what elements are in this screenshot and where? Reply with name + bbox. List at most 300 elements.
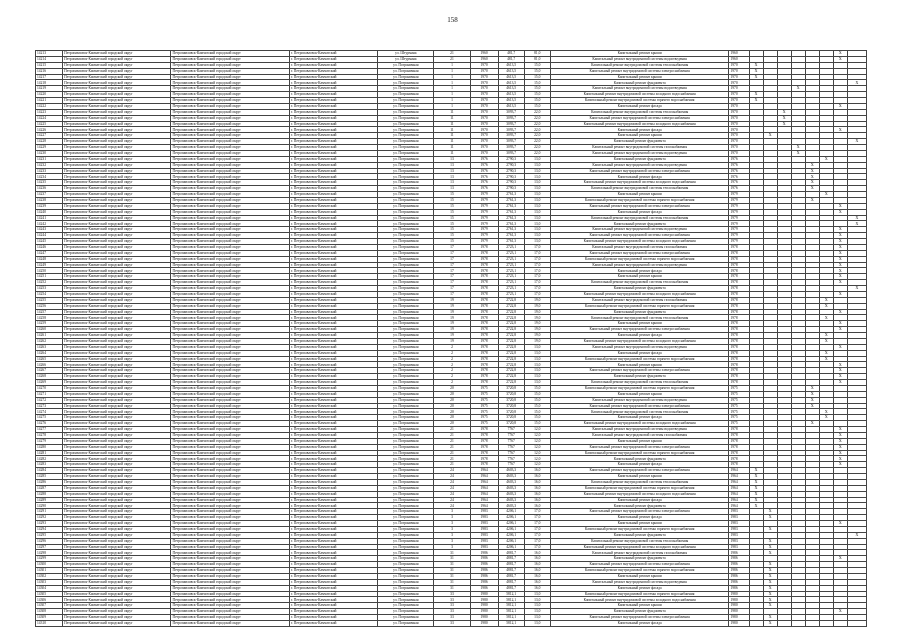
cell-row-number: 14274 bbox=[36, 409, 63, 415]
cell-locality: г. Петропавловск-Камчатский bbox=[289, 385, 377, 391]
cell-mark: X bbox=[833, 227, 847, 233]
cell-house-number: 15 bbox=[434, 221, 470, 227]
cell-locality: г. Петропавловск-Камчатский bbox=[289, 174, 377, 180]
cell-street: ул. Пограничная bbox=[378, 115, 434, 121]
cell-street: ул. Пограничная bbox=[378, 368, 434, 374]
cell-work-type: Капитальный ремонт внутридомовой системы электроснабжения bbox=[550, 233, 729, 239]
cell-settlement: Петропавловск-Камчатский городской округ bbox=[171, 456, 289, 462]
cell-street: ул. Пограничная bbox=[378, 121, 434, 127]
cell-settlement: Петропавловск-Камчатский городской округ bbox=[171, 468, 289, 474]
cell-work-type: Капитальный ремонт внутридомовой системы газоснабжения bbox=[550, 432, 729, 438]
cell-house-number: 15 bbox=[434, 209, 470, 215]
cell-house-number: 19 bbox=[434, 309, 470, 315]
cell-share: 17,0 bbox=[524, 244, 550, 250]
cell-period: 1975 bbox=[729, 415, 749, 421]
cell-period: 1978 bbox=[729, 350, 749, 356]
cell-work-type: Капитальный ремонт внутридомовой системы теплоснабжения bbox=[550, 62, 729, 68]
cell-row-number: 14256 bbox=[36, 303, 63, 309]
cell-street: ул. Пограничная bbox=[378, 573, 434, 579]
cell-settlement: Петропавловск-Камчатский городской округ bbox=[171, 203, 289, 209]
cell-period: 1979 bbox=[729, 233, 749, 239]
cell-municipality: Петропавловск-Камчатский городской округ bbox=[63, 203, 171, 209]
cell-year-built: 1983 bbox=[470, 515, 498, 521]
cell-street: ул. Пограничная bbox=[378, 585, 434, 591]
cell-share: 13,0 bbox=[524, 368, 550, 374]
cell-period: 1970 bbox=[729, 62, 749, 68]
cell-share: 15,0 bbox=[524, 98, 550, 104]
cell-period: 1960 bbox=[729, 51, 749, 57]
cell-locality: г. Петропавловск-Камчатский bbox=[289, 438, 377, 444]
cell-work-type: Капитальный ремонт фасада bbox=[550, 515, 729, 521]
cell-year-built: 1970 bbox=[470, 68, 498, 74]
cell-area: 2722,8 bbox=[498, 333, 524, 339]
cell-settlement: Петропавловск-Камчатский городской округ bbox=[171, 256, 289, 262]
cell-locality: г. Петропавловск-Камчатский bbox=[289, 62, 377, 68]
cell-period: 1970 bbox=[729, 121, 749, 127]
cell-year-built: 1980 bbox=[470, 597, 498, 603]
cell-year-built: 1976 bbox=[470, 156, 498, 162]
cell-share: 19,0 bbox=[524, 321, 550, 327]
cell-period: 1978 bbox=[729, 327, 749, 333]
cell-municipality: Петропавловск-Камчатский городской округ bbox=[63, 368, 171, 374]
cell-settlement: Петропавловск-Камчатский городской округ bbox=[171, 133, 289, 139]
cell-year-built: 1975 bbox=[470, 409, 498, 415]
cell-work-type: Капитальный ремонт внутридомовой системы электроснабжения bbox=[550, 250, 729, 256]
cell-area: 2790,3 bbox=[498, 180, 524, 186]
cell-settlement: Петропавловск-Камчатский городской округ bbox=[171, 427, 289, 433]
cell-municipality: Петропавловск-Камчатский городской округ bbox=[63, 256, 171, 262]
cell-year-built: 1978 bbox=[470, 297, 498, 303]
cell-work-type: Капитальный ремонт фасада bbox=[550, 268, 729, 274]
cell-work-type: Капитальный ремонт внутридомовой системы холодного водоснабжения bbox=[550, 421, 729, 427]
cell-locality: г. Петропавловск-Камчатский bbox=[289, 297, 377, 303]
cell-settlement: Петропавловск-Камчатский городской округ bbox=[171, 597, 289, 603]
cell-area: 3093,7 bbox=[498, 150, 524, 156]
cell-row-number: 14282 bbox=[36, 456, 63, 462]
cell-mark: X bbox=[833, 268, 847, 274]
cell-municipality: Петропавловск-Камчатский городской округ bbox=[63, 186, 171, 192]
cell-house-number: 15 bbox=[434, 215, 470, 221]
cell-settlement: Петропавловск-Камчатский городской округ bbox=[171, 139, 289, 145]
cell-mark: X bbox=[847, 139, 866, 145]
cell-mark: X bbox=[749, 62, 763, 68]
cell-share: 12,0 bbox=[524, 427, 550, 433]
cell-year-built: 1975 bbox=[470, 397, 498, 403]
cell-work-type: Капитальный ремонт внутридомовой системы холодного водоснабжения bbox=[550, 544, 729, 550]
cell-mark: X bbox=[763, 526, 777, 532]
cell-work-type: Капитальный ремонт внутридомовой системы холодного водоснабжения bbox=[550, 92, 729, 98]
cell-year-built: 1975 bbox=[470, 421, 498, 427]
cell-year-built: 1978 bbox=[470, 374, 498, 380]
cell-municipality: Петропавловск-Камчатский городской округ bbox=[63, 227, 171, 233]
cell-area: 2723,1 bbox=[498, 268, 524, 274]
cell-municipality: Петропавловск-Камчатский городской округ bbox=[63, 421, 171, 427]
cell-area: 4206,1 bbox=[498, 509, 524, 515]
cell-settlement: Петропавловск-Камчатский городской округ bbox=[171, 368, 289, 374]
cell-row-number: 14293 bbox=[36, 521, 63, 527]
cell-house-number: 15 bbox=[434, 203, 470, 209]
cell-row-number: 14217 bbox=[36, 74, 63, 80]
cell-mark: X bbox=[833, 203, 847, 209]
cell-mark: X bbox=[833, 444, 847, 450]
cell-mark: X bbox=[805, 403, 819, 409]
cell-share: 15,0 bbox=[524, 74, 550, 80]
cell-year-built: 1978 bbox=[470, 250, 498, 256]
cell-area: 2790,3 bbox=[498, 162, 524, 168]
cell-period: 1978 bbox=[729, 333, 749, 339]
cell-share: 13,0 bbox=[524, 239, 550, 245]
cell-mark: X bbox=[819, 415, 833, 421]
cell-locality: г. Петропавловск-Камчатский bbox=[289, 268, 377, 274]
cell-share: 13,0 bbox=[524, 362, 550, 368]
cell-period: 1979 bbox=[729, 215, 749, 221]
cell-period: 1986 bbox=[729, 568, 749, 574]
cell-row-number: 14260 bbox=[36, 327, 63, 333]
cell-locality: г. Петропавловск-Камчатский bbox=[289, 344, 377, 350]
cell-period: 1976 bbox=[729, 168, 749, 174]
cell-row-number: 14290 bbox=[36, 503, 63, 509]
cell-mark: X bbox=[833, 556, 847, 562]
cell-year-built: 1964 bbox=[470, 491, 498, 497]
cell-year-built: 1978 bbox=[470, 344, 498, 350]
cell-settlement: Петропавловск-Камчатский городской округ bbox=[171, 321, 289, 327]
cell-mark: X bbox=[805, 385, 819, 391]
cell-work-type: Капитальный ремонт фасада bbox=[550, 497, 729, 503]
cell-year-built: 1970 bbox=[470, 139, 498, 145]
cell-share: 16,0 bbox=[524, 503, 550, 509]
cell-house-number: 17 bbox=[434, 256, 470, 262]
cell-work-type: Капитальный ремонт фундамента bbox=[550, 156, 729, 162]
cell-row-number: 14273 bbox=[36, 403, 63, 409]
cell-year-built: 1970 bbox=[470, 127, 498, 133]
cell-mark: X bbox=[805, 174, 819, 180]
cell-work-type: Капитальный ремонт внутридомовой системы водоотведения bbox=[550, 150, 729, 156]
cell-period: 1976 bbox=[729, 180, 749, 186]
cell-municipality: Петропавловск-Камчатский городской округ bbox=[63, 233, 171, 239]
cell-period: 1978 bbox=[729, 291, 749, 297]
cell-area: 2722,8 bbox=[498, 303, 524, 309]
cell-street: ул. Пограничная bbox=[378, 315, 434, 321]
cell-street: ул. Пограничная bbox=[378, 80, 434, 86]
cell-settlement: Петропавловск-Камчатский городской округ bbox=[171, 568, 289, 574]
cell-row-number: 14284 bbox=[36, 468, 63, 474]
cell-street: ул. Пограничная bbox=[378, 145, 434, 151]
cell-year-built: 1979 bbox=[470, 203, 498, 209]
cell-year-built: 1986 bbox=[470, 562, 498, 568]
cell-share: 13,0 bbox=[524, 186, 550, 192]
cell-year-built: 1978 bbox=[470, 450, 498, 456]
cell-row-number: 14228 bbox=[36, 139, 63, 145]
cell-row-number: 14236 bbox=[36, 186, 63, 192]
cell-period: 1978 bbox=[729, 256, 749, 262]
cell-work-type: Капитальный ремонт фундамента bbox=[550, 80, 729, 86]
cell-settlement: Петропавловск-Камчатский городской округ bbox=[171, 121, 289, 127]
cell-share: 15,0 bbox=[524, 391, 550, 397]
cell-street: ул. Пограничная bbox=[378, 291, 434, 297]
cell-row-number: 14259 bbox=[36, 321, 63, 327]
cell-period: 1983 bbox=[729, 532, 749, 538]
cell-mark: X bbox=[777, 115, 791, 121]
repair-schedule-table bbox=[35, 50, 867, 627]
cell-row-number: 14298 bbox=[36, 550, 63, 556]
cell-year-built: 1975 bbox=[470, 403, 498, 409]
cell-period: 1979 bbox=[729, 239, 749, 245]
cell-house-number: 1 bbox=[434, 103, 470, 109]
cell-municipality: Петропавловск-Камчатский городской округ bbox=[63, 286, 171, 292]
cell-mark: X bbox=[819, 338, 833, 344]
cell-year-built: 1978 bbox=[470, 438, 498, 444]
cell-house-number: 3 bbox=[434, 509, 470, 515]
cell-share: 16,0 bbox=[524, 585, 550, 591]
cell-locality: г. Петропавловск-Камчатский bbox=[289, 509, 377, 515]
cell-period: 1980 bbox=[729, 591, 749, 597]
cell-mark: X bbox=[847, 286, 866, 292]
cell-period: 1975 bbox=[729, 421, 749, 427]
cell-settlement: Петропавловск-Камчатский городской округ bbox=[171, 56, 289, 62]
cell-street: ул. Пограничная bbox=[378, 262, 434, 268]
cell-share: 19,0 bbox=[524, 309, 550, 315]
cell-work-type: Капитальный ремонт внутридомовой системы водоотведения bbox=[550, 86, 729, 92]
cell-locality: г. Петропавловск-Камчатский bbox=[289, 515, 377, 521]
cell-share: 81,0 bbox=[524, 56, 550, 62]
cell-year-built: 1986 bbox=[470, 585, 498, 591]
cell-mark: X bbox=[763, 620, 777, 626]
table-body bbox=[36, 51, 867, 627]
cell-year-built: 1978 bbox=[470, 333, 498, 339]
cell-house-number: 17 bbox=[434, 268, 470, 274]
cell-house-number: 21 bbox=[434, 51, 470, 57]
cell-street: ул. Пограничная bbox=[378, 515, 434, 521]
cell-year-built: 1976 bbox=[470, 168, 498, 174]
cell-locality: г. Петропавловск-Камчатский bbox=[289, 127, 377, 133]
cell-share: 13,0 bbox=[524, 591, 550, 597]
cell-share: 19,0 bbox=[524, 315, 550, 321]
cell-share: 13,0 bbox=[524, 597, 550, 603]
cell-locality: г. Петропавловск-Камчатский bbox=[289, 168, 377, 174]
cell-house-number: 31 bbox=[434, 562, 470, 568]
cell-house-number: 31 bbox=[434, 579, 470, 585]
cell-house-number: 19 bbox=[434, 338, 470, 344]
cell-mark: X bbox=[805, 197, 819, 203]
cell-share: 13,0 bbox=[524, 168, 550, 174]
cell-street: ул. Пограничная bbox=[378, 456, 434, 462]
cell-period: 1980 bbox=[729, 615, 749, 621]
cell-house-number: 21 bbox=[434, 444, 470, 450]
cell-row-number: 14231 bbox=[36, 156, 63, 162]
cell-mark: X bbox=[833, 56, 847, 62]
cell-share: 12,0 bbox=[524, 438, 550, 444]
cell-mark: X bbox=[763, 579, 777, 585]
cell-period: 1970 bbox=[729, 127, 749, 133]
cell-period: 1970 bbox=[729, 150, 749, 156]
cell-municipality: Петропавловск-Камчатский городской округ bbox=[63, 485, 171, 491]
cell-share: 17,0 bbox=[524, 515, 550, 521]
cell-municipality: Петропавловск-Камчатский городской округ bbox=[63, 479, 171, 485]
cell-year-built: 1976 bbox=[470, 174, 498, 180]
cell-work-type: Капитальный ремонт фундамента bbox=[550, 609, 729, 615]
cell-work-type: Капитальный ремонт внутридомовой системы водоотведения bbox=[550, 344, 729, 350]
cell-municipality: Петропавловск-Камчатский городской округ bbox=[63, 180, 171, 186]
cell-work-type: Капитальный ремонт внутридомовой системы электроснабжения bbox=[550, 444, 729, 450]
cell-municipality: Петропавловск-Камчатский городской округ bbox=[63, 620, 171, 626]
cell-area: 481,7 bbox=[498, 51, 524, 57]
cell-work-type: Капитальный ремонт крыши bbox=[550, 274, 729, 280]
cell-work-type: Капитальный ремонт внутридомовой системы водоотведения bbox=[550, 262, 729, 268]
cell-locality: г. Петропавловск-Камчатский bbox=[289, 432, 377, 438]
cell-area: 7767 bbox=[498, 456, 524, 462]
cell-work-type: Капитальный ремонт крыши bbox=[550, 603, 729, 609]
cell-area: 3720,8 bbox=[498, 403, 524, 409]
cell-street: ул. Пограничная bbox=[378, 68, 434, 74]
cell-row-number: 14286 bbox=[36, 479, 63, 485]
cell-period: 1978 bbox=[729, 462, 749, 468]
cell-street: ул. Пограничная bbox=[378, 597, 434, 603]
cell-locality: г. Петропавловск-Камчатский bbox=[289, 215, 377, 221]
cell-year-built: 1980 bbox=[470, 603, 498, 609]
cell-year-built: 1983 bbox=[470, 544, 498, 550]
cell-row-number: 14227 bbox=[36, 133, 63, 139]
cell-street: ул. Пограничная bbox=[378, 491, 434, 497]
cell-settlement: Петропавловск-Камчатский городской округ bbox=[171, 562, 289, 568]
cell-municipality: Петропавловск-Камчатский городской округ bbox=[63, 585, 171, 591]
cell-municipality: Петропавловск-Камчатский городской округ bbox=[63, 391, 171, 397]
cell-locality: г. Петропавловск-Камчатский bbox=[289, 356, 377, 362]
cell-area: 4603,3 bbox=[498, 479, 524, 485]
cell-municipality: Петропавловск-Камчатский городской округ bbox=[63, 497, 171, 503]
cell-street: ул. Пограничная bbox=[378, 544, 434, 550]
cell-row-number: 14303 bbox=[36, 579, 63, 585]
cell-locality: г. Петропавловск-Камчатский bbox=[289, 350, 377, 356]
cell-row-number: 14287 bbox=[36, 485, 63, 491]
cell-period: 1983 bbox=[729, 521, 749, 527]
cell-period: 1979 bbox=[729, 227, 749, 233]
cell-municipality: Петропавловск-Камчатский городской округ bbox=[63, 150, 171, 156]
cell-settlement: Петропавловск-Камчатский городской округ bbox=[171, 174, 289, 180]
cell-row-number: 14257 bbox=[36, 309, 63, 315]
cell-municipality: Петропавловск-Камчатский городской округ bbox=[63, 215, 171, 221]
cell-house-number: 3 bbox=[434, 544, 470, 550]
cell-mark: X bbox=[805, 168, 819, 174]
cell-house-number: 2 bbox=[434, 380, 470, 386]
cell-period: 1978 bbox=[729, 262, 749, 268]
cell-year-built: 1978 bbox=[470, 462, 498, 468]
cell-year-built: 1976 bbox=[470, 180, 498, 186]
cell-mark: X bbox=[763, 515, 777, 521]
cell-row-number: 14281 bbox=[36, 450, 63, 456]
cell-house-number: 11 bbox=[434, 139, 470, 145]
cell-share: 22,0 bbox=[524, 127, 550, 133]
cell-share: 12,0 bbox=[524, 444, 550, 450]
cell-street: ул. Пограничная bbox=[378, 532, 434, 538]
cell-year-built: 1964 bbox=[470, 468, 498, 474]
cell-mark: X bbox=[749, 68, 763, 74]
cell-year-built: 1970 bbox=[470, 62, 498, 68]
cell-work-type: Капитальный ремонт фундамента bbox=[550, 503, 729, 509]
cell-period: 1978 bbox=[729, 309, 749, 315]
cell-share: 22,0 bbox=[524, 109, 550, 115]
cell-municipality: Петропавловск-Камчатский городской округ bbox=[63, 550, 171, 556]
cell-locality: г. Петропавловск-Камчатский bbox=[289, 250, 377, 256]
cell-locality: г. Петропавловск-Камчатский bbox=[289, 603, 377, 609]
cell-locality: г. Петропавловск-Камчатский bbox=[289, 550, 377, 556]
cell-municipality: Петропавловск-Камчатский городской округ bbox=[63, 209, 171, 215]
cell-year-built: 1978 bbox=[470, 380, 498, 386]
cell-year-built: 1980 bbox=[470, 620, 498, 626]
cell-settlement: Петропавловск-Камчатский городской округ bbox=[171, 274, 289, 280]
cell-municipality: Петропавловск-Камчатский городской округ bbox=[63, 197, 171, 203]
cell-work-type: Капитальный ремонт внутридомовой системы теплоснабжения bbox=[550, 280, 729, 286]
cell-municipality: Петропавловск-Камчатский городской округ bbox=[63, 380, 171, 386]
cell-period: 1970 bbox=[729, 109, 749, 115]
cell-row-number: 14295 bbox=[36, 532, 63, 538]
cell-mark: X bbox=[833, 450, 847, 456]
cell-street: ул. Пограничная bbox=[378, 139, 434, 145]
cell-locality: г. Петропавловск-Камчатский bbox=[289, 538, 377, 544]
cell-row-number: 14242 bbox=[36, 221, 63, 227]
cell-period: 1960 bbox=[729, 56, 749, 62]
cell-year-built: 1978 bbox=[470, 286, 498, 292]
cell-street: ул. Пограничная bbox=[378, 438, 434, 444]
cell-house-number: 13 bbox=[434, 174, 470, 180]
cell-mark: X bbox=[763, 133, 777, 139]
cell-area: 2790,3 bbox=[498, 168, 524, 174]
cell-locality: г. Петропавловск-Камчатский bbox=[289, 374, 377, 380]
cell-house-number: 21 bbox=[434, 56, 470, 62]
cell-street: ул. Пограничная bbox=[378, 474, 434, 480]
cell-settlement: Петропавловск-Камчатский городской округ bbox=[171, 620, 289, 626]
cell-settlement: Петропавловск-Камчатский городской округ bbox=[171, 209, 289, 215]
cell-municipality: Петропавловск-Камчатский городской округ bbox=[63, 192, 171, 198]
cell-row-number: 14288 bbox=[36, 491, 63, 497]
cell-municipality: Петропавловск-Камчатский городской округ bbox=[63, 568, 171, 574]
cell-year-built: 1979 bbox=[470, 197, 498, 203]
cell-share: 15,0 bbox=[524, 397, 550, 403]
cell-mark: X bbox=[819, 156, 833, 162]
cell-share: 17,0 bbox=[524, 286, 550, 292]
cell-street: ул. Пограничная bbox=[378, 450, 434, 456]
cell-period: 1979 bbox=[729, 203, 749, 209]
cell-period: 1970 bbox=[729, 115, 749, 121]
cell-settlement: Петропавловск-Камчатский городской округ bbox=[171, 315, 289, 321]
cell-year-built: 1983 bbox=[470, 532, 498, 538]
cell-work-type: Капитальный ремонт внутридомовой системы водоотведения bbox=[550, 397, 729, 403]
cell-row-number: 14307 bbox=[36, 603, 63, 609]
cell-share: 16,0 bbox=[524, 568, 550, 574]
cell-mark: X bbox=[833, 321, 847, 327]
cell-municipality: Петропавловск-Камчатский городской округ bbox=[63, 597, 171, 603]
cell-house-number: 1 bbox=[434, 68, 470, 74]
cell-work-type: Капитальный ремонт крыши bbox=[550, 521, 729, 527]
cell-locality: г. Петропавловск-Камчатский bbox=[289, 521, 377, 527]
cell-year-built: 1978 bbox=[470, 291, 498, 297]
cell-municipality: Петропавловск-Камчатский городской округ bbox=[63, 74, 171, 80]
cell-mark: X bbox=[833, 244, 847, 250]
cell-share: 13,0 bbox=[524, 209, 550, 215]
cell-house-number: 13 bbox=[434, 156, 470, 162]
cell-work-type: Капитальный ремонт фундамента bbox=[550, 221, 729, 227]
cell-period: 1983 bbox=[729, 526, 749, 532]
cell-locality: г. Петропавловск-Камчатский bbox=[289, 197, 377, 203]
cell-work-type: Капитальный ремонт внутридомовой системы газоснабжения bbox=[550, 550, 729, 556]
cell-street: ул. Пограничная bbox=[378, 274, 434, 280]
cell-house-number: 2 bbox=[434, 356, 470, 362]
cell-locality: г. Петропавловск-Камчатский bbox=[289, 568, 377, 574]
cell-mark: X bbox=[819, 350, 833, 356]
cell-work-type: Капитальный ремонт крыши bbox=[550, 362, 729, 368]
cell-mark: X bbox=[833, 51, 847, 57]
cell-settlement: Петропавловск-Камчатский городской округ bbox=[171, 127, 289, 133]
cell-municipality: Петропавловск-Камчатский городской округ bbox=[63, 56, 171, 62]
